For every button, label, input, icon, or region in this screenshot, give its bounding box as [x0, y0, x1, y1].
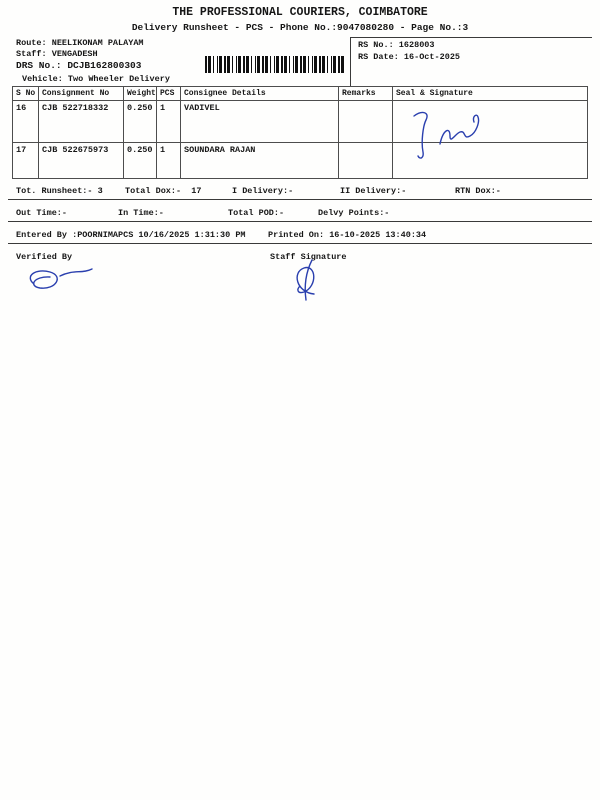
- rtn-dox: RTN Dox:-: [455, 186, 501, 196]
- cell-remarks: [339, 143, 393, 179]
- rs-box-top-rule: [350, 37, 592, 38]
- cell-consignee: VADIVEL: [181, 101, 339, 143]
- staff-signature-scribble: [288, 256, 338, 304]
- drs-barcode: [205, 56, 345, 73]
- route-line: [16, 38, 144, 48]
- col-header-sno: S No: [13, 87, 39, 101]
- vehicle-value: Two Wheeler Delivery: [67, 74, 170, 84]
- cell-pcs: 1: [157, 101, 181, 143]
- rs-date: RS Date: 16-Oct-2025: [358, 52, 461, 62]
- i-delivery: I Delivery:-: [232, 186, 294, 196]
- col-header-pcs: PCS: [157, 87, 181, 101]
- cell-weight: 0.250: [124, 143, 157, 179]
- cell-sno: 17: [13, 143, 39, 179]
- staff-line: [16, 49, 98, 59]
- vehicle-label: Vehicle:: [22, 74, 63, 84]
- total-pod: Total POD:-: [228, 208, 285, 218]
- verified-by-signature-scribble: [20, 264, 100, 304]
- col-header-consignee: Consignee Details: [181, 87, 339, 101]
- drs-line: [16, 60, 141, 71]
- col-header-weight: Weight: [124, 87, 157, 101]
- vehicle-line: [22, 74, 170, 84]
- rs-box-left-rule: [350, 37, 351, 86]
- col-header-seal: Seal & Signature: [393, 87, 588, 101]
- in-time: In Time:-: [118, 208, 164, 218]
- footer-divider: [8, 243, 592, 244]
- staff-signature-label: Staff Signature: [270, 252, 347, 262]
- drs-label: DRS No.:: [16, 60, 62, 71]
- route-label: Route:: [16, 38, 47, 48]
- total-runsheet: Tot. Runsheet:- 3: [16, 186, 103, 196]
- ii-delivery: II Delivery:-: [340, 186, 407, 196]
- page-subtitle: Delivery Runsheet - PCS - Phone No.:9047080280 - Page No.:3: [131, 22, 469, 33]
- route-value: NEELIKONAM PALAYAM: [51, 38, 144, 48]
- col-header-consignment: Consignment No: [39, 87, 124, 101]
- page-title: THE PROFESSIONAL COURIERS, COIMBATORE: [172, 6, 428, 19]
- verified-by-label: Verified By: [16, 252, 73, 262]
- staff-value: VENGADESH: [51, 49, 98, 59]
- cell-weight: 0.250: [124, 101, 157, 143]
- printed-on: Printed On: 16-10-2025 13:40:34: [268, 230, 427, 240]
- drs-value: DCJB162800303: [67, 60, 142, 71]
- table-header-row: [13, 87, 588, 101]
- totals-divider-1: [8, 199, 592, 200]
- col-header-remarks: Remarks: [339, 87, 393, 101]
- out-time: Out Time:-: [16, 208, 68, 218]
- cell-sno: 16: [13, 101, 39, 143]
- cell-remarks: [339, 101, 393, 143]
- total-dox: Total Dox:- 17: [125, 186, 202, 196]
- staff-label: Staff:: [16, 49, 47, 59]
- totals-divider-2: [8, 221, 592, 222]
- cell-consignment: CJB 522675973: [39, 143, 124, 179]
- entered-by: Entered By :POORNIMAPCS 10/16/2025 1:31:30 PM: [16, 230, 246, 240]
- cell-consignment: CJB 522718332: [39, 101, 124, 143]
- cell-pcs: 1: [157, 143, 181, 179]
- delvy-points: Delvy Points:-: [318, 208, 390, 218]
- rs-no: RS No.: 1628003: [358, 40, 435, 50]
- cell-consignee: SOUNDARA RAJAN: [181, 143, 339, 179]
- seal-signature-scribble: [400, 108, 510, 170]
